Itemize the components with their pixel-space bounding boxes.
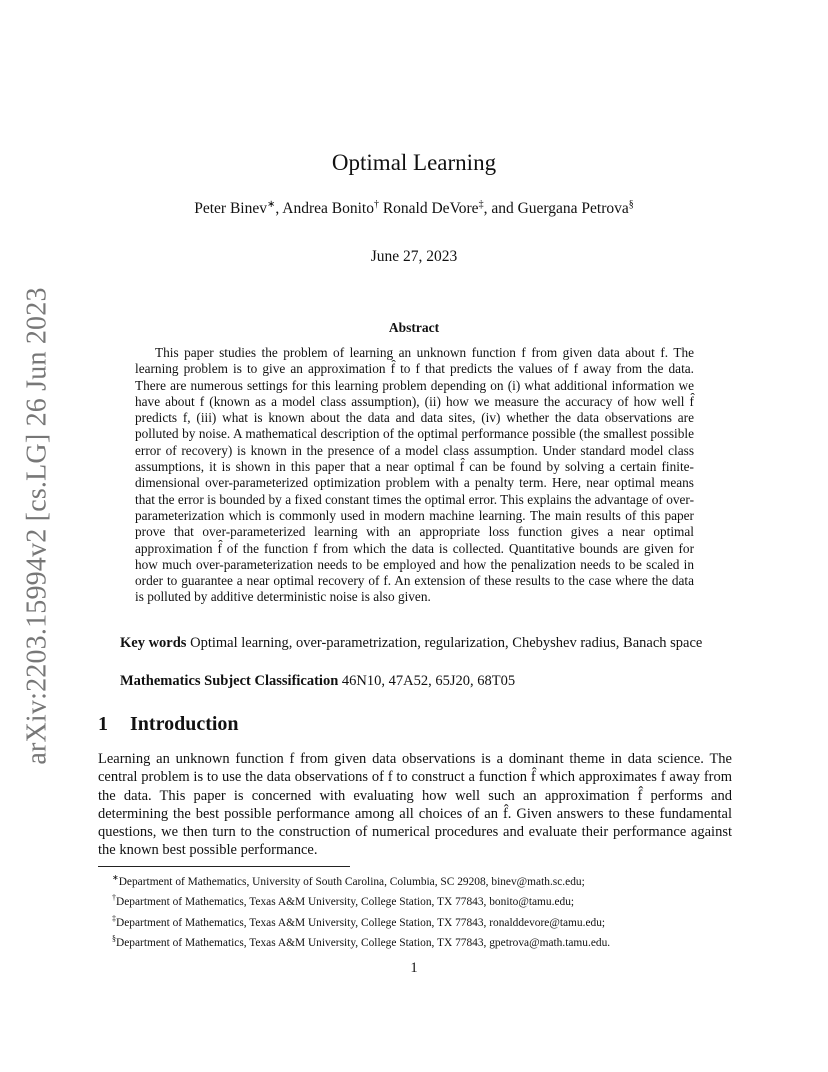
paper-date: June 27, 2023	[370, 248, 458, 265]
author-mark: †	[373, 199, 379, 210]
author: and Guergana Petrova	[491, 200, 629, 218]
footnote	[98, 911, 738, 931]
section-title: Introduction	[130, 713, 239, 735]
author-mark: ∗	[266, 199, 276, 210]
author: Peter Binev	[194, 200, 267, 218]
intro-paragraph: Learning an unknown function f from given data observations is a dominant theme in data science. The central problem is to use the data observations of f to construct a function f̂ which approximates f away from the data. This paper is concerned with evaluating how well such an approximation f̂ performs and determining the best possible performance among all choices of an f̂. Given answers to these fundamental questions, we then turn to the construction of numerical procedures and evaluate their performance against the known best possible performance.	[98, 751, 732, 859]
footnote-text: Department of Mathematics, Texas A&M University, College Station, TX 77843, gpetrova@math.tamu.edu.	[116, 936, 611, 949]
arxiv-id: arXiv:2203.15994v2 [cs.LG] 26 Jun 2023	[22, 287, 54, 765]
abstract-heading: Abstract	[388, 320, 440, 335]
footnote	[98, 931, 738, 951]
page-number: 1	[410, 960, 418, 976]
keywords	[98, 634, 732, 652]
footnote-mark: †	[112, 893, 116, 903]
abstract-text: This paper studies the problem of learning an unknown function f from given data about f. The learning problem is to give an approximation f̂ to f that predicts the values of f away from the data. There are numerous settings for this learning problem depending on (i) what additional information we have about f (known as a model class assumption), (ii) how we measure the accuracy of how well f̂ predicts f, (iii) what is known about the data and data sites, (iv) whether the data observations are polluted by noise. A mathematical description of the optimal performance possible (the smallest possible error of recovery) is known in the presence of a model class assumption. Under standard model class assumptions, it is shown in this paper that a near optimal f̂ can be found by solving a certain finite-dimensional over-parameterized optimization problem with a penalty term. Here, near optimal means that the error is bounded by a fixed constant times the optimal error. This explains the advantage of over-parameterization which is commonly used in modern machine learning. The main results of this paper prove that over-parameterized learning with an appropriate loss function gives a near optimal approximation f̂ of the function f from which the data is collected. Quantitative bounds are given for how much over-parameterization needs to be employed and how the penalization needs to be scaled in order to guarantee a near optimal recovery of f. An extension of these results to the case where the data is polluted by additive deterministic noise is also given.	[135, 345, 694, 605]
subject-classification	[120, 672, 720, 690]
footnote-text: Department of Mathematics, Texas A&M University, College Station, TX 77843, ronalddevore@tamu.edu;	[116, 916, 606, 929]
msc-label: Mathematics Subject Classification	[120, 673, 339, 689]
footnote	[98, 870, 738, 890]
author-mark: ‡	[478, 199, 484, 210]
footnote-mark: ∗	[112, 873, 119, 882]
author-list	[0, 199, 828, 218]
footnote	[98, 890, 738, 910]
author: Andrea Bonito	[282, 200, 374, 218]
section-number: 1	[98, 713, 108, 735]
footnote-mark: §	[112, 934, 116, 944]
keywords-text: Optimal learning, over-parametrization, regularization, Chebyshev radius, Banach space	[190, 635, 703, 651]
footnote-mark: ‡	[112, 913, 116, 923]
footnote-text: Department of Mathematics, University of South Carolina, Columbia, SC 29208, binev@math.sc.edu;	[118, 875, 585, 888]
footnote-rule	[98, 866, 350, 867]
arxiv-stamp	[20, 287, 56, 765]
author-mark: §	[628, 199, 634, 210]
author: Ronald DeVore	[382, 200, 479, 218]
section-heading	[98, 713, 239, 736]
author-separator: ,	[483, 200, 492, 218]
footnotes	[98, 870, 738, 952]
keywords-label: Key words	[120, 635, 187, 651]
msc-text: 46N10, 47A52, 65J20, 68T05	[341, 673, 516, 689]
paper-title: Optimal Learning	[331, 150, 497, 175]
footnote-text: Department of Mathematics, Texas A&M University, College Station, TX 77843, bonito@tamu.edu;	[116, 896, 575, 909]
author-separator: ,	[275, 200, 283, 218]
